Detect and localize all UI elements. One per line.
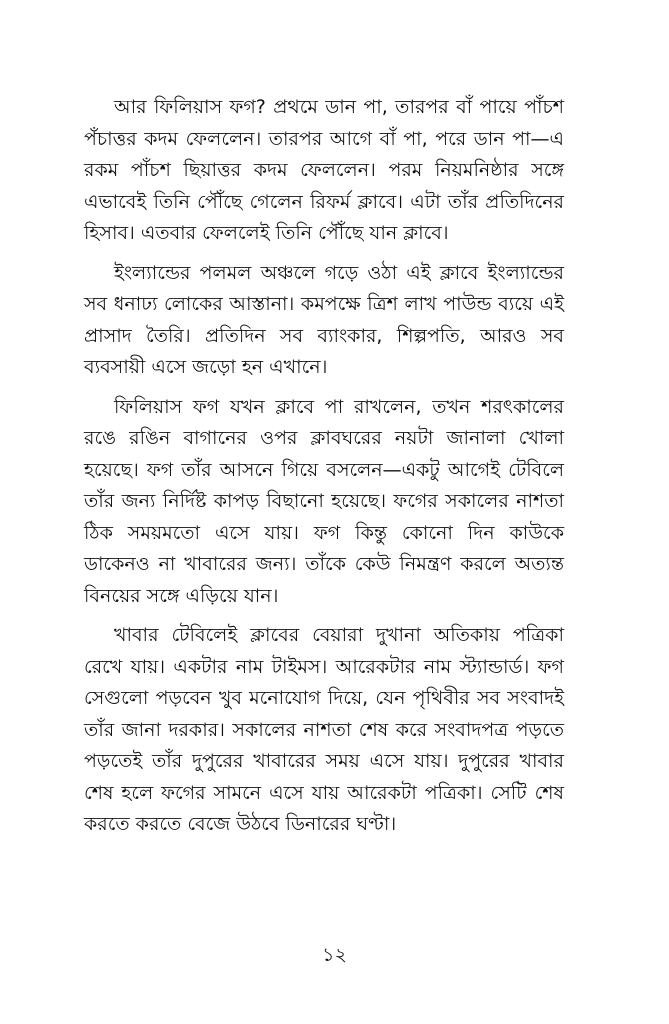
paragraph-1: আর ফিলিয়াস ফগ? প্রথমে ডান পা, তারপর বাঁ পায়ে পাঁচশ পঁচাত্তর কদম ফেললেন। তারপর আগে বাঁ পা, পরে ডান পা—এ রকম পাঁচশ ছিয়াত্তর কদম ফেললেন। পরম নিয়মনিষ্ঠার সঙ্গে এভাবেই তিনি পৌঁছে গেলেন রিফর্ম ক্লাবে। এটা তাঁর প্রতিদিনের হিসাব। এতবার ফেললেই তিনি পৌঁছে যান ক্লাবে। (84, 96, 564, 244)
page-number: ১২ (322, 944, 347, 966)
paragraph-4: খাবার টেবিলেই ক্লাবের বেয়ারা দুখানা অতিকায় পত্রিকা রেখে যায়। একটার নাম টাইমস। আরেকটার নাম স্ট্যান্ডার্ড। ফগ সেগুলো পড়বেন খুব মনোযোগ দিয়ে, যেন পৃথিবীর সব সংবাদই তাঁর জানা দরকার। সকালের নাশতা শেষ করে সংবাদপত্র পড়তে পড়তেই তাঁর দুপুরের খাবারের সময় এসে যায়। দুপুরের খাবার শেষ হলে ফগের সামনে এসে যায় আরেকটা পত্রিকা। সেটি শেষ করতে করতে বেজে উঠবে ডিনারের ঘণ্টা। (84, 624, 564, 835)
paragraph-3: ফিলিয়াস ফগ যখন ক্লাবে পা রাখলেন, তখন শরৎকালের রঙে রঙিন বাগানের ওপর ক্লাবঘরের নয়টা জানালা খোলা হয়েছে। ফগ তাঁর আসনে গিয়ে বসলেন—একটু আগেই টেবিলে তাঁর জন্য নির্দিষ্ট কাপড় বিছানো হয়েছে। ফগের সকালের নাশতা ঠিক সময়মতো এসে যায়। ফগ কিন্তু কোনো দিন কাউকে ডাকেনও না খাবারের জন্য। তাঁকে কেউ নিমন্ত্রণ করলে অত্যন্ত বিনয়ের সঙ্গে এড়িয়ে যান। (84, 395, 564, 607)
page-body (84, 92, 564, 849)
paragraph-2: ইংল্যান্ডের পলমল অঞ্চলে গড়ে ওঠা এই ক্লাবে ইংল্যান্ডের সব ধনাঢ্য লোকের আস্তানা। কমপক্ষে ত্রিশ লাখ পাউন্ড ব্যয়ে এই প্রাসাদ তৈরি। প্রতিদিন সব ব্যাংকার, শিল্পপতি, আরও সব ব্যবসায়ী এসে জড়ো হন এখানে। (84, 261, 564, 378)
